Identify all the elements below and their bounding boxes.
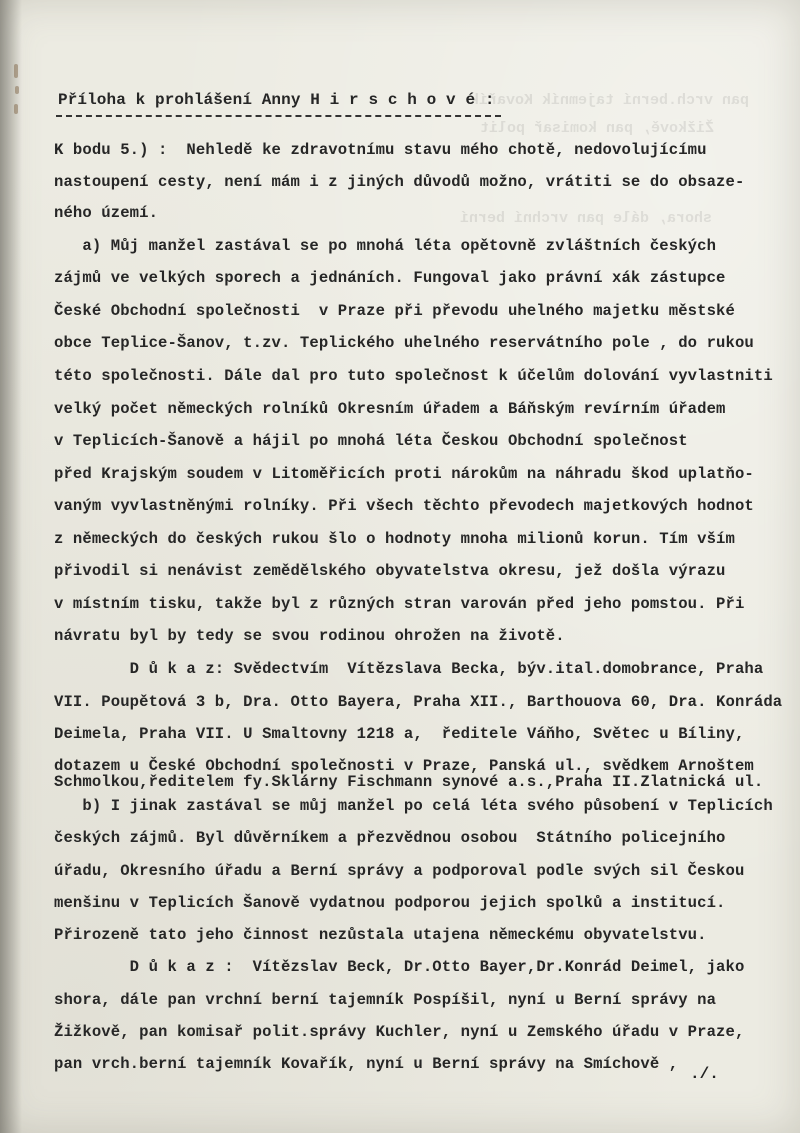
text-line: D ů k a z : Vítězslav Beck, Dr.Otto Bayer,Dr.Konrád Deimel, jako bbox=[54, 958, 745, 976]
text-line: dotazem u České Obchodní společnosti v Praze, Panská ul., svědkem Arnoštem bbox=[54, 757, 754, 775]
text-line: Deimela, Praha VII. U Smaltovny 1218 a, ředitele Váňho, Světec u Bíliny, bbox=[54, 725, 745, 743]
text-line: VII. Poupětová 3 b, Dra. Otto Bayera, Praha XII., Barthouova 60, Dra. Konráda bbox=[54, 693, 783, 711]
text-line: nastoupení cesty, není mám i z jiných důvodů možno, vrátiti se do obsaze- bbox=[54, 173, 745, 191]
rust-mark bbox=[14, 104, 18, 114]
text-line: v místním tisku, takže byl z různých stran varován před jeho pomstou. Při bbox=[54, 595, 745, 613]
page-continuation-mark: ./. bbox=[690, 1065, 719, 1083]
rust-mark bbox=[14, 64, 18, 78]
text-line: zájmů ve velkých sporech a jednáních. Fungoval jako právní xák zástupce bbox=[54, 269, 726, 287]
page-left-edge-shadow bbox=[0, 0, 22, 1133]
text-line: českých zájmů. Byl důvěrníkem a přezvědnou osobou Státního policejního bbox=[54, 829, 726, 847]
bleed-through-text: pan vrch.berní tajemník Kovařík bbox=[470, 92, 750, 109]
text-line: úřadu, Okresního úřadu a Berní správy a podporoval podle svých sil Českou bbox=[54, 862, 745, 880]
text-line: Žižkově, pan komisař polit.správy Kuchler, nyní u Zemského úřadu v Praze, bbox=[54, 1023, 745, 1041]
text-line: velký počet německých rolníků Okresním úřadem a Báňským revírním úřadem bbox=[54, 400, 726, 418]
text-line: před Krajským soudem v Litoměřicích proti nárokům na náhradu škod uplatňo- bbox=[54, 465, 754, 483]
rust-mark bbox=[15, 86, 19, 94]
text-line: této společnosti. Dále dal pro tuto společnost k účelům dolování vyvlastniti bbox=[54, 367, 773, 385]
document-title: Příloha k prohlášení Anny H i r s c h o v é : bbox=[58, 91, 495, 109]
text-line: pan vrch.berní tajemník Kovařík, nyní u Berní správy na Smíchově , bbox=[54, 1055, 679, 1073]
bleed-through-text: Žižkově, pan komisař polit bbox=[480, 120, 715, 137]
text-line: obce Teplice-Šanov, t.zv. Teplického uhelného reservátního pole , do rukou bbox=[54, 334, 754, 352]
text-line: přivodil si nenávist zemědělského obyvatelstva okresu, jež došla výrazu bbox=[54, 562, 726, 580]
text-line: a) Můj manžel zastával se po mnohá léta opětovně zvláštních českých bbox=[54, 237, 717, 255]
text-line: vaným vyvlastněnými rolníky. Při všech těchto převodech majetkových hodnot bbox=[54, 497, 754, 515]
text-line: Schmolkou,ředitelem fy.Sklárny Fischmann synové a.s.,Praha II.Zlatnická ul. bbox=[54, 773, 764, 791]
text-line: České Obchodní společnosti v Praze při převodu uhelného majetku městské bbox=[54, 302, 735, 320]
text-line: návratu byl by tedy se svou rodinou ohrožen na životě. bbox=[54, 627, 565, 645]
title-underline bbox=[56, 115, 501, 117]
text-line: v Teplicích-Šanově a hájil po mnohá léta Českou Obchodní společnost bbox=[54, 432, 688, 450]
text-line: ného území. bbox=[54, 204, 159, 222]
bleed-through-text: shora, dále pan vrchní berní bbox=[460, 210, 713, 227]
text-line: D ů k a z: Svědectvím Vítězslava Becka, býv.ital.domobrance, Praha bbox=[54, 660, 764, 678]
text-line: Přirozeně tato jeho činnost nezůstala utajena německému obyvatelstvu. bbox=[54, 926, 707, 944]
text-line: menšinu v Teplicích Šanově vydatnou podporou jejich spolků a institucí. bbox=[54, 894, 726, 912]
text-line: z německých do českých rukou šlo o hodnoty mnoha milionů korun. Tím vším bbox=[54, 530, 735, 548]
text-line: b) I jinak zastával se můj manžel po celá léta svého působení v Teplicích bbox=[54, 797, 773, 815]
text-line: K bodu 5.) : Nehledě ke zdravotnímu stavu mého chotě, nedovolujícímu bbox=[54, 141, 707, 159]
text-line: shora, dále pan vrchní berní tajemník Pospíšil, nyní u Berní správy na bbox=[54, 991, 717, 1009]
